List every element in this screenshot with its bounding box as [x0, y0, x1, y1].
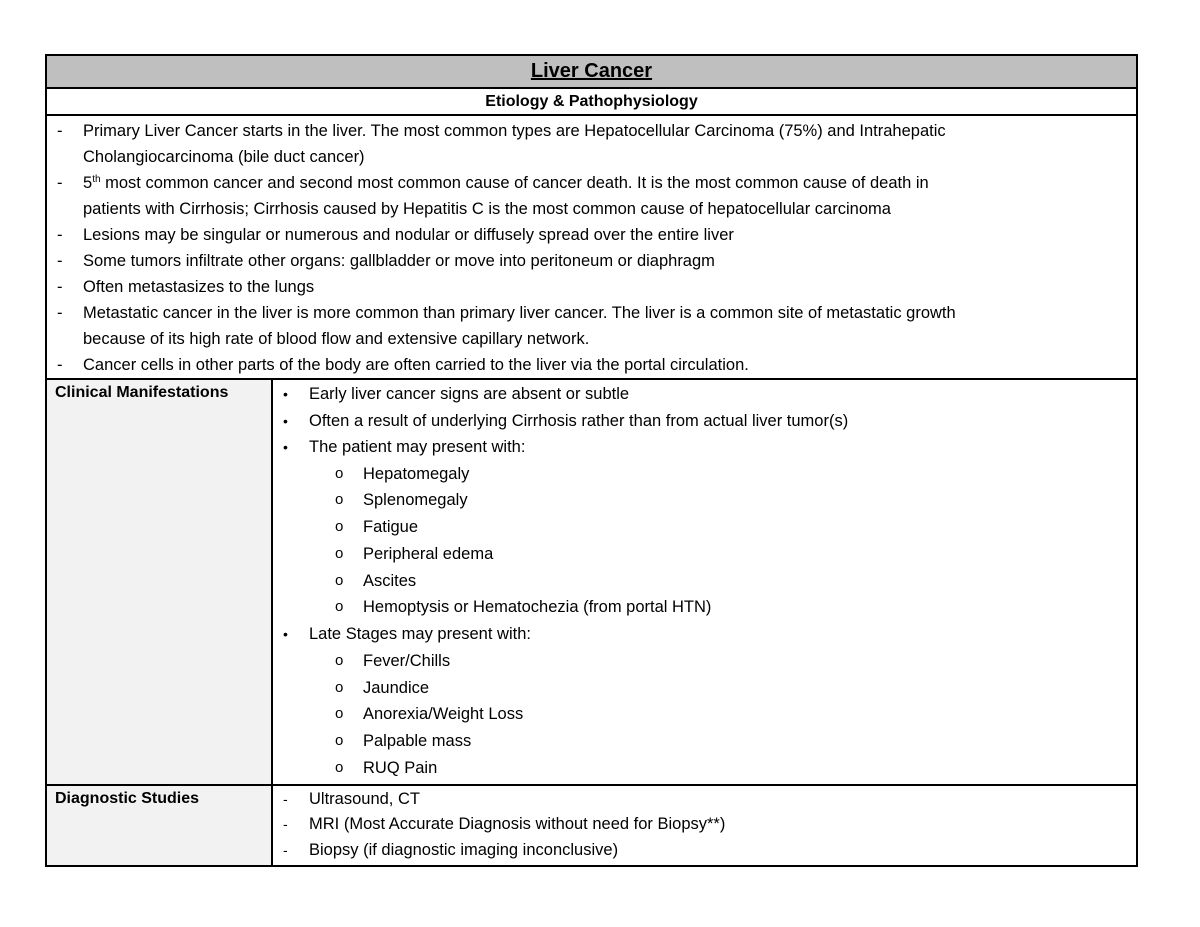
clinical-manifestations-label: Clinical Manifestations: [47, 380, 273, 784]
sub-list-item: [273, 487, 1136, 514]
clinical-manifestations-content: [273, 380, 1136, 784]
list-item-text: Often a result of underlying Cirrhosis rather than from actual liver tumor(s): [309, 411, 849, 430]
sub-list-item-text: Jaundice: [363, 678, 430, 697]
list-item: [273, 838, 1136, 864]
sub-list-item-text: Fever/Chills: [363, 651, 451, 670]
list-item-text: [83, 170, 1136, 196]
list-item-text: Biopsy (if diagnostic imaging inconclusive): [309, 840, 619, 859]
liver-cancer-table: [45, 54, 1138, 867]
list-item-text: Metastatic cancer in the liver is more common than primary liver cancer. The liver is a common site of metastatic growth: [83, 304, 956, 322]
dash-marker: -: [57, 122, 63, 140]
sub-list-item-text: Ascites: [363, 571, 417, 590]
list-item-continuation: Cholangiocarcinoma (bile duct cancer): [83, 148, 365, 166]
diagnostic-studies-label: Diagnostic Studies: [47, 786, 273, 866]
sub-list-item-text: Hemoptysis or Hematochezia (from portal HTN): [363, 598, 712, 617]
circle-bullet-icon: o: [335, 518, 344, 536]
circle-bullet-icon: o: [335, 732, 344, 750]
list-item-text: Some tumors infiltrate other organs: gallbladder or move into peritoneum or diaphragm: [83, 252, 715, 270]
dash-marker: -: [283, 841, 288, 858]
sub-list-item-text: Hepatomegaly: [363, 464, 470, 483]
list-item-text: Primary Liver Cancer starts in the liver. The most common types are Hepatocellular Carcinoma (75%) and Intrahepatic: [83, 122, 946, 140]
list-item-text: Lesions may be singular or numerous and nodular or diffusely spread over the entire liver: [83, 226, 734, 244]
bullet-icon: •: [283, 439, 288, 455]
diagnostic-studies-row: [47, 786, 1136, 866]
diagnostic-studies-content: [273, 786, 1136, 866]
sub-list-item-text: RUQ Pain: [363, 758, 438, 777]
list-item: [273, 812, 1136, 838]
sub-list-item-text: Palpable mass: [363, 732, 472, 751]
sub-list-item-text: Anorexia/Weight Loss: [363, 705, 524, 724]
circle-bullet-icon: o: [335, 651, 344, 669]
sub-list-item: [273, 755, 1136, 782]
list-item: [273, 434, 1136, 461]
sub-list-item-text: Peripheral edema: [363, 544, 494, 563]
list-item: [273, 787, 1136, 813]
circle-bullet-icon: o: [335, 464, 344, 482]
sub-list-item: [273, 648, 1136, 675]
list-item-continuation: because of its high rate of blood flow and extensive capillary network.: [83, 330, 590, 348]
circle-bullet-icon: o: [335, 544, 344, 562]
list-item: [47, 118, 1136, 144]
list-item: [273, 621, 1136, 648]
ordinal-suffix: th: [92, 174, 101, 185]
sub-list-item: [273, 675, 1136, 702]
list-item: [47, 170, 1136, 196]
bullet-icon: •: [283, 626, 288, 643]
sub-list-item-text: Fatigue: [363, 518, 419, 537]
dash-marker: -: [57, 356, 63, 374]
list-item-continuation: patients with Cirrhosis; Cirrhosis caused by Hepatitis C is the most common cause of hepatocellular carcinoma: [83, 200, 891, 218]
list-item: [47, 352, 1136, 378]
circle-bullet-icon: o: [335, 758, 344, 776]
dash-marker: -: [283, 816, 288, 833]
dash-marker: -: [57, 278, 63, 296]
circle-bullet-icon: o: [335, 571, 344, 589]
sub-list-item: [273, 594, 1136, 621]
dash-marker: -: [57, 226, 63, 244]
bullet-icon: •: [283, 412, 288, 429]
list-item: [47, 274, 1136, 300]
list-item-text: Often metastasizes to the lungs: [83, 278, 315, 296]
sub-list-item: [273, 514, 1136, 541]
sub-list-item: [273, 728, 1136, 755]
list-item-text: MRI (Most Accurate Diagnosis without need for Biopsy**): [309, 815, 726, 834]
list-item: [273, 408, 1136, 435]
list-item-text: Early liver cancer signs are absent or subtle: [309, 385, 630, 403]
circle-bullet-icon: o: [335, 678, 344, 696]
etiology-heading: Etiology & Pathophysiology: [47, 89, 1136, 116]
dash-marker: -: [283, 790, 288, 807]
list-item-text-rest: most common cancer and second most common cause of cancer death. It is the most common cause of death in: [100, 174, 929, 192]
dash-marker: -: [57, 174, 63, 192]
dash-marker: -: [57, 252, 63, 270]
bullet-icon: •: [283, 386, 288, 402]
sub-list-item: [273, 701, 1136, 728]
clinical-manifestations-row: [47, 380, 1136, 786]
list-item-text: Late Stages may present with:: [309, 625, 531, 644]
list-item-text: Ultrasound, CT: [309, 789, 420, 808]
circle-bullet-icon: o: [335, 598, 344, 616]
list-item: [47, 248, 1136, 274]
sub-list-item: [273, 541, 1136, 568]
page-title: Liver Cancer: [47, 56, 1136, 89]
sub-list-item: [273, 461, 1136, 488]
circle-bullet-icon: o: [335, 705, 344, 723]
list-item-text: Cancer cells in other parts of the body are often carried to the liver via the portal circulation.: [83, 356, 749, 374]
list-item: [273, 381, 1136, 408]
ordinal-number: 5: [83, 174, 93, 192]
etiology-section: [47, 116, 1136, 380]
list-item: [47, 222, 1136, 248]
dash-marker: -: [57, 304, 63, 322]
sub-list-item-text: Splenomegaly: [363, 491, 468, 510]
sub-list-item: [273, 568, 1136, 595]
list-item-text: The patient may present with:: [309, 438, 526, 456]
list-item: [47, 300, 1136, 326]
circle-bullet-icon: o: [335, 491, 344, 509]
